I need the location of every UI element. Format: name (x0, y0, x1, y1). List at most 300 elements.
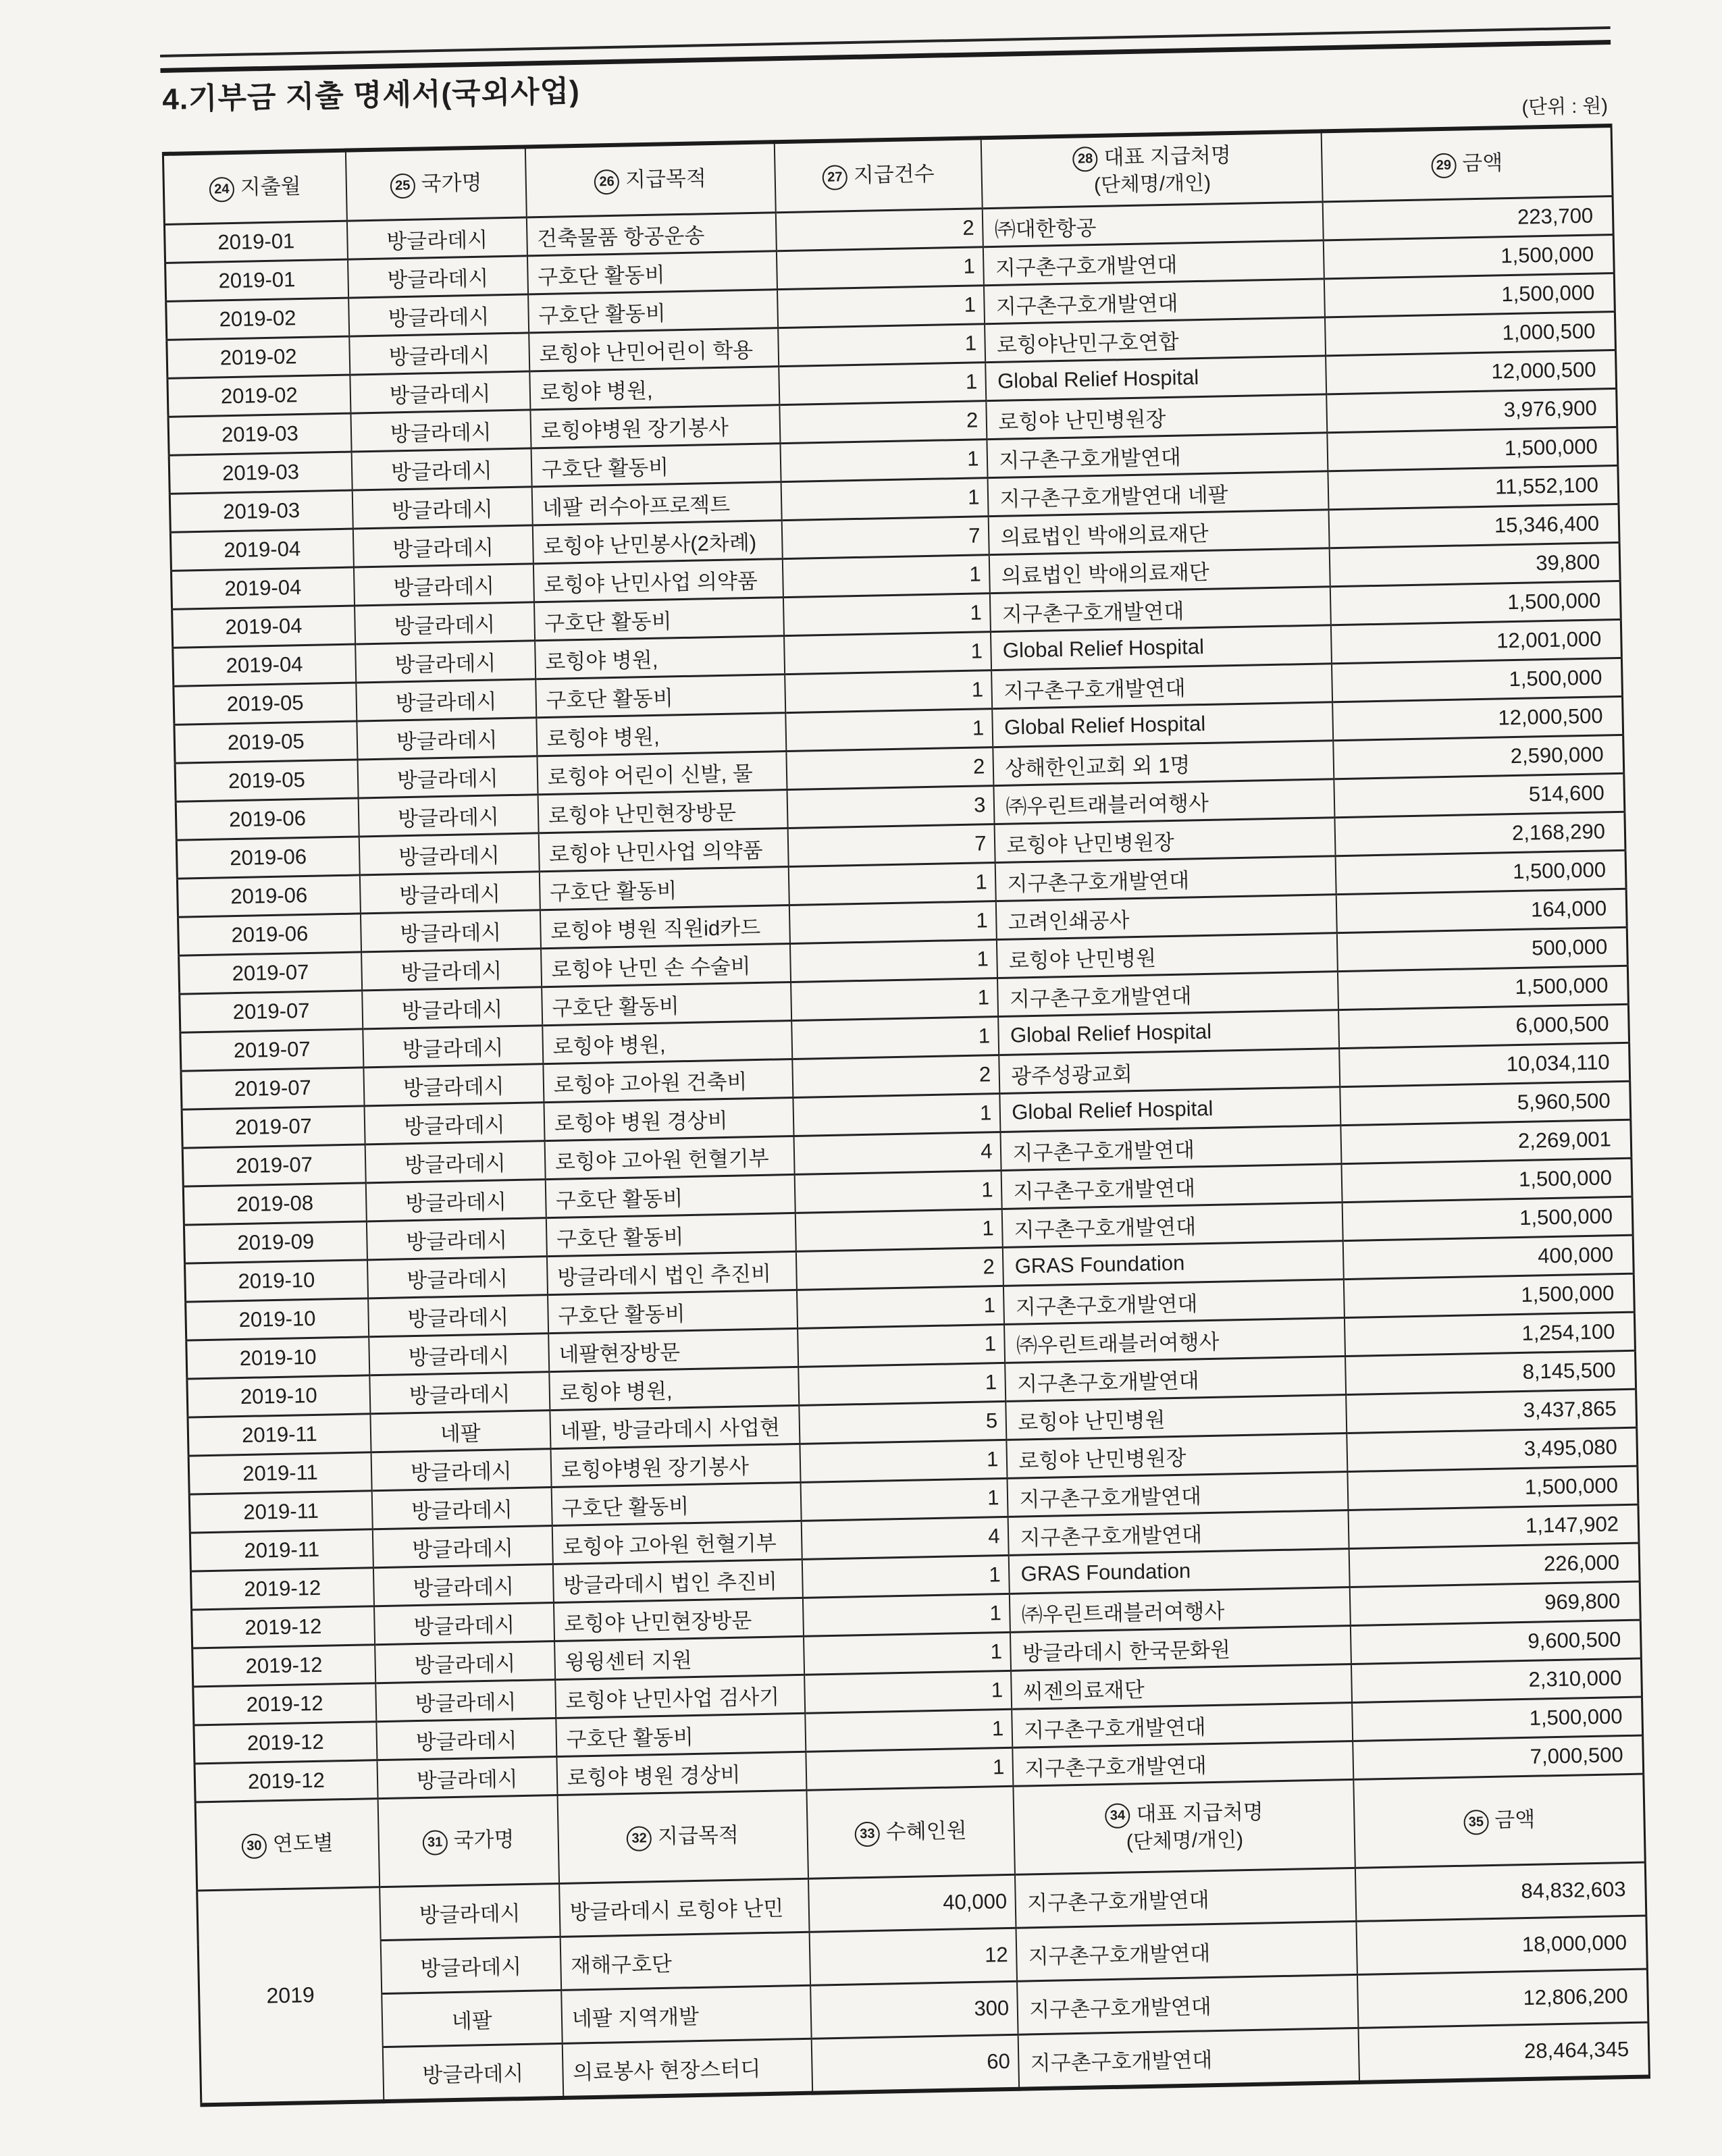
cell-payee: 지구촌구호개발연대 (1008, 1510, 1349, 1556)
cell-amount: 2,269,001 (1341, 1120, 1632, 1163)
cell-purpose: 구호단 활동비 (540, 867, 789, 910)
cell-month: 2019-11 (188, 1452, 371, 1494)
cell-payee: 씨젠의료재단 (1011, 1664, 1352, 1709)
cell-purpose: 로힝야 고아원 건축비 (543, 1059, 793, 1102)
cell-amount: 223,700 (1323, 196, 1613, 240)
cell-amount: 12,806,200 (1357, 1969, 1648, 2028)
cell-country: 방글라데시 (350, 371, 530, 413)
cell-month: 2019-04 (170, 529, 353, 571)
circled-number-icon: 33 (855, 1821, 881, 1847)
cell-amount: 9,600,500 (1351, 1620, 1641, 1664)
cell-count: 1 (798, 1324, 1006, 1367)
cell-purpose: 구호단 활동비 (551, 1482, 801, 1525)
cell-country: 방글라데시 (366, 1180, 546, 1221)
col-header-amount-label: 금액 (1461, 151, 1503, 176)
cell-amount: 1,500,000 (1336, 850, 1626, 894)
cell-amount: 3,495,080 (1347, 1427, 1638, 1471)
circled-number-icon: 27 (823, 165, 848, 190)
cell-purpose: 로힝야 난민현장방문 (554, 1598, 804, 1641)
cell-country: 방글라데시 (357, 718, 537, 760)
cell-country: 방글라데시 (367, 1257, 548, 1298)
cell-country: 네팔 (370, 1411, 550, 1452)
cell-amount: 1,500,000 (1324, 234, 1614, 278)
col-header-payee (981, 131, 1323, 208)
cell-purpose: 로힝야 난민사업 의약품 (538, 829, 788, 872)
cell-country: 방글라데시 (365, 1141, 545, 1183)
cell-purpose: 구호단 활동비 (534, 598, 784, 641)
cell-count: 1 (785, 671, 993, 713)
circled-number-icon: 30 (242, 1833, 267, 1859)
cell-count: 1 (777, 286, 985, 328)
cell-month: 2019-07 (180, 1029, 363, 1071)
col-header-month (163, 151, 346, 225)
cell-payee: 로힝야 난민병원장 (987, 394, 1328, 440)
cell-country: 방글라데시 (375, 1680, 556, 1722)
cell-payee: Global Relief Hospital (986, 356, 1327, 401)
cell-purpose: 로힝야 고아원 헌혈기부 (544, 1136, 794, 1179)
cell-amount: 8,145,500 (1346, 1350, 1636, 1394)
cell-purpose: 로힝야 고아원 헌혈기부 (552, 1521, 802, 1564)
cell-amount: 15,346,400 (1329, 504, 1619, 548)
cell-count: 1 (790, 940, 998, 982)
cell-count: 7 (787, 824, 995, 867)
col-header-beneficiaries (806, 1786, 1015, 1878)
cell-payee: ㈜대한항공 (983, 202, 1324, 247)
cell-purpose: 방글라데시 법인 추진비 (553, 1559, 803, 1602)
cell-month: 2019-12 (193, 1683, 376, 1725)
cell-count: 1 (794, 1170, 1002, 1213)
col-header-amount-2-label: 금액 (1494, 1808, 1536, 1833)
cell-month: 2019-03 (168, 413, 351, 455)
cell-country: 네팔 (382, 1990, 562, 2047)
cell-month: 2019-01 (165, 259, 348, 301)
cell-count: 1 (797, 1286, 1005, 1328)
cell-amount: 514,600 (1334, 773, 1625, 817)
col-header-payee-2-sub: (단체명/개인) (1126, 1829, 1244, 1853)
cell-payee: 의료법인 박애의료재단 (989, 548, 1330, 594)
cell-count: 1 (804, 1671, 1012, 1713)
cell-purpose: 구호단 활동비 (527, 251, 777, 294)
cell-count: 2 (786, 747, 994, 790)
cell-month: 2019-07 (182, 1145, 365, 1186)
cell-country: 방글라데시 (348, 256, 528, 298)
cell-month: 2019-04 (173, 644, 356, 686)
cell-country: 방글라데시 (369, 1334, 549, 1375)
cell-purpose: 로힝야병원 장기봉사 (550, 1444, 800, 1487)
cell-amount: 400,000 (1343, 1235, 1634, 1279)
cell-payee: 지구촌구호개발연대 (1003, 1280, 1345, 1325)
cell-country: 방글라데시 (357, 756, 538, 798)
circled-number-icon: 29 (1431, 153, 1457, 178)
col-header-country (346, 147, 527, 221)
cell-month: 2019-10 (186, 1337, 369, 1379)
cell-count: 7 (781, 517, 989, 559)
cell-purpose: 로힝야 병원, (549, 1367, 799, 1410)
cell-count: 1 (804, 1632, 1012, 1675)
cell-month: 2019-03 (169, 490, 353, 532)
cell-count: 1 (788, 863, 996, 905)
cell-amount: 1,500,000 (1348, 1466, 1638, 1510)
circled-number-icon: 28 (1072, 147, 1098, 172)
cell-amount: 500,000 (1337, 927, 1627, 971)
cell-count: 1 (780, 440, 988, 482)
cell-payee: 지구촌구호개발연대 (991, 664, 1332, 709)
cell-month: 2019-08 (183, 1183, 366, 1225)
cell-amount: 1,500,000 (1338, 966, 1628, 1009)
cell-payee: GRAS Foundation (1003, 1241, 1344, 1286)
cell-amount: 1,254,100 (1345, 1312, 1635, 1356)
cell-purpose: 네팔, 방글라데시 사업현 (550, 1405, 800, 1448)
page-title: 4.기부금 지출 명세서(국외사업) (161, 74, 581, 116)
cell-purpose: 로힝야 병원 경상비 (556, 1752, 806, 1795)
cell-payee: 로힝야 난민병원장 (1007, 1434, 1348, 1479)
cell-count: 2 (779, 401, 987, 444)
cell-payee: 상해한인교회 외 1명 (993, 741, 1334, 786)
top-edge-rule (160, 26, 1611, 57)
cell-amount: 1,500,000 (1342, 1197, 1633, 1240)
col-header-country-2-label: 국가명 (453, 1827, 515, 1853)
cell-country: 방글라데시 (359, 833, 539, 875)
cell-beneficiaries: 12 (809, 1928, 1017, 1985)
cell-month: 2019-12 (192, 1645, 375, 1687)
cell-payee: 지구촌구호개발연대 (983, 240, 1324, 286)
cell-payee: ㈜우린트래블러여행사 (994, 779, 1335, 824)
cell-count: 1 (791, 1017, 999, 1059)
cell-amount: 164,000 (1336, 889, 1627, 932)
col-header-payee-2-label: 대표 지급처명 (1136, 1799, 1264, 1826)
cell-amount: 2,168,290 (1335, 812, 1625, 856)
cell-purpose: 구호단 활동비 (531, 444, 781, 487)
cell-payee: 지구촌구호개발연대 (990, 587, 1331, 632)
circled-number-icon: 31 (422, 1830, 448, 1856)
cell-purpose: 로힝야 병원 직원id카드 (540, 905, 790, 949)
cell-count: 4 (801, 1517, 1009, 1559)
cell-amount: 10,034,110 (1340, 1043, 1630, 1086)
cell-payee: Global Relief Hospital (991, 625, 1332, 671)
cell-count: 1 (795, 1209, 1003, 1251)
cell-amount: 6,000,500 (1338, 1004, 1629, 1048)
cell-amount: 18,000,000 (1357, 1916, 1647, 1974)
cell-count: 2 (775, 209, 983, 251)
cell-month: 2019-06 (176, 798, 359, 840)
col-header-purpose-2 (557, 1790, 808, 1883)
cell-amount: 969,800 (1350, 1581, 1640, 1625)
cell-payee: 로힝야 난민병원 (997, 933, 1338, 978)
cell-country: 방글라데시 (363, 1064, 544, 1106)
cell-country: 방글라데시 (368, 1295, 548, 1337)
cell-payee: Global Relief Hospital (999, 1010, 1340, 1055)
cell-purpose: 건축물품 항공운송 (527, 213, 777, 256)
col-header-year-label: 연도별 (272, 1831, 334, 1856)
cell-purpose: 구호단 활동비 (548, 1290, 798, 1333)
cell-amount: 2,590,000 (1334, 735, 1624, 779)
cell-purpose: 구호단 활동비 (545, 1174, 795, 1217)
cell-purpose: 로힝야 난민현장방문 (538, 790, 787, 833)
cell-amount: 28,464,345 (1359, 2022, 1650, 2082)
cell-payee: 지구촌구호개발연대 (1008, 1472, 1349, 1517)
cell-purpose: 로힝야 어린이 신발, 물 (537, 752, 787, 795)
col-header-month-label: 지출월 (240, 174, 302, 200)
cell-country: 방글라데시 (373, 1526, 553, 1568)
cell-payee: 지구촌구호개발연대 (995, 856, 1336, 901)
cell-month: 2019-07 (181, 1068, 364, 1109)
cell-count: 1 (793, 1093, 1001, 1136)
cell-payee: 지구촌구호개발연대 (1012, 1702, 1353, 1747)
document-sheet (159, 0, 1650, 2107)
cell-country: 방글라데시 (349, 333, 529, 375)
cell-month: 2019-04 (172, 606, 355, 648)
cell-country: 방글라데시 (380, 1883, 560, 1940)
cell-purpose: 방글라데시 법인 추진비 (547, 1251, 797, 1294)
cell-payee: 로힝야 난민병원장 (995, 818, 1336, 863)
unit-label: (단위 : 원) (1521, 95, 1609, 119)
cell-month: 2019-10 (186, 1298, 369, 1340)
cell-purpose: 구호단 활동비 (542, 982, 791, 1026)
cell-payee: ㈜우린트래블러여행사 (1004, 1318, 1345, 1363)
cell-payee: GRAS Foundation (1009, 1549, 1350, 1594)
cell-country: 방글라데시 (354, 564, 534, 606)
circled-number-icon: 34 (1105, 1803, 1130, 1829)
cell-month: 2019-11 (190, 1529, 373, 1571)
year-cell: 2019 (197, 1887, 384, 2105)
cell-count: 1 (800, 1478, 1008, 1521)
col-header-payee-2 (1014, 1779, 1356, 1874)
donation-expenditure-table (162, 124, 1650, 2107)
cell-country: 방글라데시 (353, 525, 533, 567)
cell-month: 2019-09 (184, 1221, 367, 1263)
cell-payee: 의료법인 박애의료재단 (989, 510, 1330, 555)
cell-month: 2019-06 (178, 914, 361, 955)
cell-payee: Global Relief Hospital (1000, 1087, 1341, 1132)
cell-payee: 지구촌구호개발연대 (1013, 1741, 1354, 1786)
cell-payee: ㈜우린트래블러여행사 (1010, 1587, 1351, 1632)
cell-payee: 지구촌구호개발연대 (1015, 1868, 1357, 1928)
cell-country: 방글라데시 (369, 1372, 550, 1414)
cell-country: 방글라데시 (376, 1718, 556, 1760)
cell-purpose: 구호단 활동비 (528, 290, 778, 333)
cell-amount: 1,000,500 (1325, 311, 1615, 355)
cell-amount: 1,500,000 (1353, 1697, 1643, 1741)
cell-month: 2019-02 (166, 298, 349, 340)
cell-country: 방글라데시 (363, 1026, 543, 1068)
cell-amount: 1,500,000 (1328, 427, 1618, 471)
cell-amount: 3,437,865 (1347, 1389, 1637, 1433)
cell-country: 방글라데시 (361, 910, 541, 952)
cell-payee: 지구촌구호개발연대 (997, 972, 1338, 1017)
cell-payee: 로힝야 난민병원 (1006, 1395, 1347, 1440)
cell-purpose: 로힝야 병원, (529, 367, 779, 410)
cell-month: 2019-10 (185, 1260, 368, 1302)
cell-country: 방글라데시 (371, 1488, 552, 1529)
cell-purpose: 로힝야 난민봉사(2차례) (532, 521, 782, 564)
cell-count: 1 (778, 324, 986, 367)
cell-month: 2019-07 (182, 1106, 365, 1148)
cell-month: 2019-02 (167, 375, 350, 417)
circled-number-icon: 35 (1463, 1810, 1489, 1835)
col-header-purpose-2-label: 지급목적 (657, 1823, 739, 1849)
cell-payee: 지구촌구호개발연대 (1002, 1203, 1343, 1248)
cell-month: 2019-12 (194, 1760, 377, 1802)
cell-country: 방글라데시 (377, 1757, 557, 1799)
cell-amount: 3,976,900 (1327, 388, 1617, 432)
cell-month: 2019-11 (189, 1491, 372, 1533)
cell-country: 방글라데시 (367, 1218, 547, 1260)
cell-month: 2019-05 (175, 760, 358, 801)
cell-country: 방글라데시 (352, 487, 532, 529)
cell-count: 2 (796, 1247, 1004, 1290)
cell-purpose: 구호단 활동비 (546, 1213, 796, 1256)
cell-purpose: 네팔 지역개발 (561, 1985, 811, 2043)
summary-table-body (197, 1862, 1650, 2105)
cell-count: 4 (793, 1132, 1001, 1174)
cell-month: 2019-12 (192, 1606, 375, 1648)
cell-country: 방글라데시 (371, 1449, 551, 1491)
cell-country: 방글라데시 (358, 795, 538, 837)
cell-month: 2019-03 (169, 452, 352, 494)
cell-beneficiaries: 300 (810, 1981, 1018, 2039)
col-header-payee-sub: (단체명/개인) (1093, 172, 1211, 196)
cell-amount: 7,000,500 (1353, 1735, 1644, 1779)
circled-number-icon: 26 (594, 169, 620, 194)
cell-amount: 1,500,000 (1342, 1158, 1632, 1202)
cell-beneficiaries: 60 (811, 2034, 1019, 2093)
cell-amount: 12,000,500 (1333, 696, 1623, 740)
cell-payee: 로힝야난민구호연합 (985, 317, 1326, 363)
col-header-payee-label: 대표 지급처명 (1103, 142, 1232, 169)
cell-purpose: 로힝야 병원, (536, 713, 786, 756)
cell-payee: Global Relief Hospital (993, 702, 1334, 747)
cell-count: 1 (798, 1363, 1006, 1405)
cell-purpose: 로힝야 난민 손 수술비 (541, 944, 791, 987)
cell-month: 2019-02 (167, 336, 350, 378)
cell-count: 1 (802, 1555, 1010, 1598)
col-header-count (774, 138, 983, 212)
col-header-amount (1322, 126, 1613, 202)
col-header-year (195, 1799, 380, 1891)
col-header-beneficiaries-label: 수혜인원 (885, 1818, 967, 1844)
cell-amount: 11,552,100 (1328, 465, 1619, 509)
cell-amount: 12,001,000 (1331, 619, 1621, 663)
cell-purpose: 로힝야 난민사업 의약품 (533, 559, 783, 602)
cell-count: 1 (803, 1594, 1011, 1636)
cell-amount: 5,960,500 (1340, 1081, 1631, 1125)
cell-purpose: 방글라데시 로힝야 난민 (559, 1878, 809, 1937)
cell-amount: 1,500,000 (1330, 581, 1621, 625)
cell-count: 1 (784, 632, 992, 675)
cell-country: 방글라데시 (373, 1565, 554, 1606)
cell-country: 방글라데시 (356, 679, 536, 721)
cell-count: 3 (787, 786, 995, 829)
cell-month: 2019-06 (177, 875, 360, 917)
cell-month: 2019-12 (194, 1722, 377, 1764)
cell-count: 1 (789, 901, 997, 944)
col-header-purpose (525, 142, 776, 217)
cell-payee: 지구촌구호개발연대 (1016, 1921, 1358, 1981)
monthly-table-body (164, 196, 1643, 1802)
cell-payee: 지구촌구호개발연대 (1006, 1357, 1347, 1402)
cell-purpose: 재해구호단 (560, 1932, 810, 1990)
cell-payee: 지구촌구호개발연대 (1017, 1974, 1359, 2034)
cell-amount: 1,500,000 (1344, 1273, 1634, 1317)
cell-country: 방글라데시 (362, 987, 542, 1029)
cell-amount: 39,800 (1330, 542, 1620, 586)
cell-amount: 2,310,000 (1351, 1658, 1642, 1702)
cell-month: 2019-07 (179, 952, 362, 994)
cell-payee: 지구촌구호개발연대 (987, 433, 1328, 478)
circled-number-icon: 24 (209, 177, 235, 203)
cell-count: 1 (791, 978, 999, 1021)
col-header-payee-2-main (1014, 1797, 1354, 1831)
cell-purpose: 로힝야병원 장기봉사 (530, 405, 780, 448)
cell-country: 방글라데시 (355, 641, 536, 683)
cell-country: 방글라데시 (383, 2043, 563, 2101)
cell-month: 2019-05 (174, 721, 357, 763)
cell-month: 2019-04 (171, 567, 354, 609)
cell-country: 방글라데시 (348, 294, 529, 336)
cell-count: 5 (799, 1401, 1007, 1444)
cell-purpose: 로힝야 병원, (535, 636, 785, 679)
cell-payee: 광주성광교회 (999, 1049, 1340, 1094)
col-header-country-2 (377, 1795, 558, 1887)
cell-country: 방글라데시 (360, 872, 540, 914)
cell-payee: 고려인쇄공사 (996, 895, 1337, 940)
cell-count: 1 (806, 1747, 1014, 1790)
cell-payee: 지구촌구호개발연대 (984, 279, 1325, 324)
cell-purpose: 로힝야 병원, (542, 1021, 792, 1064)
cell-purpose: 네팔 러수아프로젝트 (531, 482, 781, 525)
cell-purpose: 구호단 활동비 (556, 1713, 806, 1756)
cell-month: 2019-05 (174, 683, 357, 725)
cell-country: 방글라데시 (375, 1641, 555, 1683)
cell-month: 2019-12 (190, 1568, 373, 1610)
cell-payee: 지구촌구호개발연대 (1001, 1126, 1342, 1171)
cell-amount: 1,147,902 (1349, 1504, 1639, 1548)
cell-country: 방글라데시 (380, 1937, 560, 1993)
cell-month: 2019-07 (180, 991, 363, 1032)
cell-count: 1 (779, 363, 987, 405)
cell-amount: 12,000,500 (1326, 350, 1617, 394)
cell-month: 2019-11 (188, 1414, 371, 1456)
cell-country: 방글라데시 (361, 949, 542, 991)
cell-amount: 84,832,603 (1355, 1862, 1646, 1921)
cell-purpose: 의료봉사 현장스터디 (562, 2039, 812, 2098)
cell-month: 2019-01 (164, 221, 347, 263)
cell-count: 1 (777, 247, 985, 290)
cell-month: 2019-10 (187, 1375, 370, 1417)
cell-amount: 1,500,000 (1324, 273, 1615, 317)
cell-payee: 지구촌구호개발연대 (1001, 1164, 1342, 1209)
cell-purpose: 윙윙센터 지원 (554, 1636, 804, 1679)
cell-country: 방글라데시 (374, 1603, 554, 1645)
cell-count: 1 (783, 594, 991, 636)
cell-count: 1 (781, 478, 989, 521)
cell-count: 1 (805, 1709, 1013, 1752)
col-header-payee-main (982, 140, 1322, 174)
cell-purpose: 로힝야 병원 경상비 (544, 1097, 793, 1140)
cell-purpose: 로힝야 난민사업 검사기 (555, 1675, 805, 1718)
col-header-country-label: 국가명 (421, 171, 482, 196)
cell-payee: 지구촌구호개발연대 네팔 (988, 471, 1329, 517)
cell-payee: 방글라데시 한국문화원 (1010, 1625, 1351, 1671)
cell-purpose: 구호단 활동비 (536, 675, 785, 718)
cell-purpose: 로힝야 난민어린이 학용 (529, 328, 779, 371)
cell-month: 2019-06 (176, 837, 359, 878)
cell-payee: 지구촌구호개발연대 (1018, 2028, 1360, 2088)
circled-number-icon: 32 (627, 1826, 652, 1851)
cell-country: 방글라데시 (347, 217, 527, 259)
cell-count: 2 (792, 1055, 1000, 1097)
cell-count: 1 (782, 555, 990, 598)
